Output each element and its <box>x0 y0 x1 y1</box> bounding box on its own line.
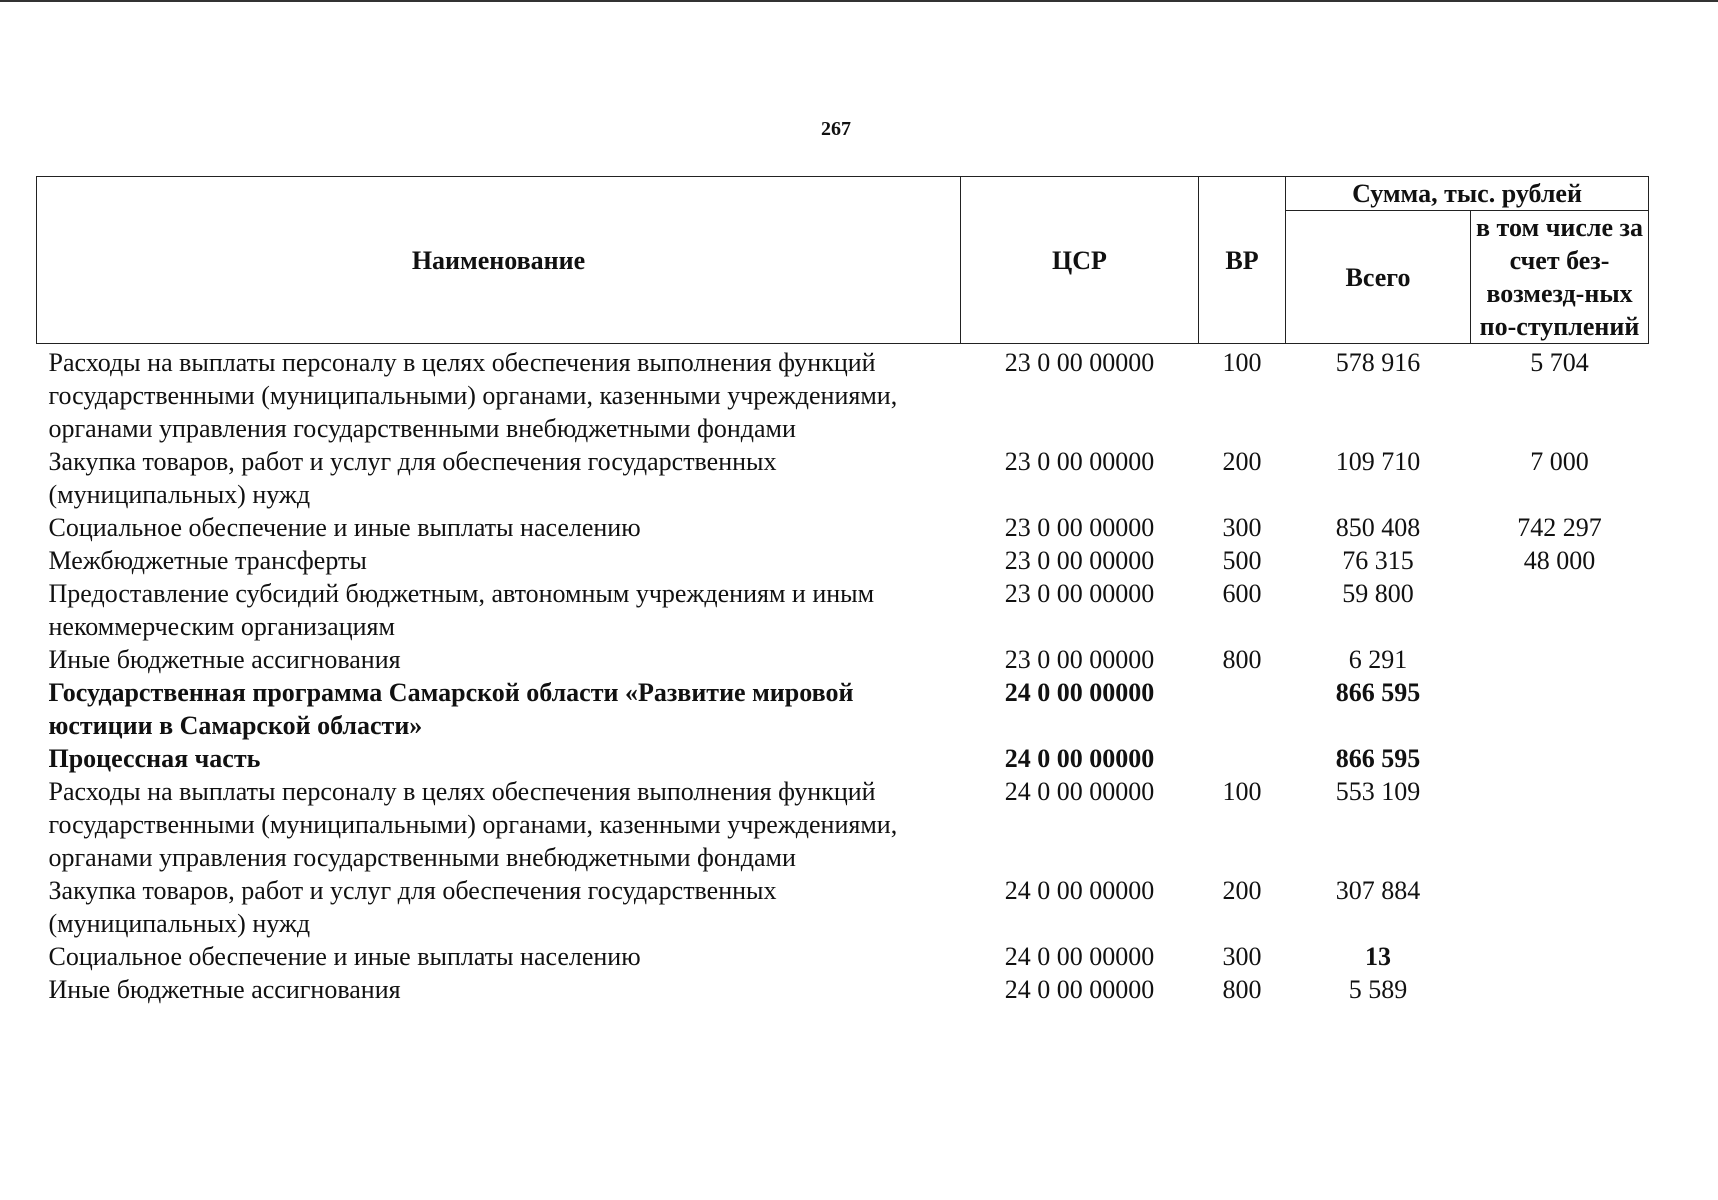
row-free <box>1471 874 1649 940</box>
row-csr: 23 0 00 00000 <box>1004 546 1155 575</box>
row-total: 76 315 <box>1342 546 1414 575</box>
row-vr: 200 <box>1222 447 1262 476</box>
row-vr: 600 <box>1222 579 1262 608</box>
row-total: 109 710 <box>1335 447 1421 476</box>
row-csr: 24 0 00 00000 <box>1004 678 1155 707</box>
page-number: 267 <box>821 118 851 140</box>
row-name: Иные бюджетные ассигнования <box>48 975 401 1004</box>
row-free <box>1471 577 1649 643</box>
row-free <box>1471 973 1649 1006</box>
row-name: Закупка товаров, работ и услуг для обеспечения государственных (муниципальных) нужд <box>48 447 777 509</box>
row-vr <box>1199 742 1286 775</box>
table-row <box>37 544 1649 577</box>
row-total: 866 595 <box>1335 678 1421 707</box>
row-total: 59 800 <box>1342 579 1414 608</box>
row-free <box>1471 676 1649 742</box>
row-csr: 24 0 00 00000 <box>1004 942 1155 971</box>
row-total: 307 884 <box>1335 876 1421 905</box>
row-vr: 300 <box>1222 513 1262 542</box>
row-free: 742 297 <box>1517 513 1602 542</box>
header-csr: ЦСР <box>961 177 1199 344</box>
table-row-program <box>37 676 1649 742</box>
top-rule <box>0 0 1718 2</box>
row-csr: 23 0 00 00000 <box>1004 447 1155 476</box>
table-row <box>37 775 1649 874</box>
header-vr: ВР <box>1199 177 1286 344</box>
row-name: Межбюджетные трансферты <box>48 546 367 575</box>
row-vr: 300 <box>1222 942 1262 971</box>
header-free: в том числе за счет без-возмезд-ных по-ступлений <box>1471 211 1649 344</box>
row-name: Предоставление субсидий бюджетным, автономным учреждениям и иным некоммерческим организациям <box>48 579 875 641</box>
row-total: 850 408 <box>1335 513 1421 542</box>
row-vr: 800 <box>1222 975 1262 1004</box>
header-sum: Сумма, тыс. рублей <box>1286 177 1649 211</box>
row-name: Закупка товаров, работ и услуг для обеспечения государственных (муниципальных) нужд <box>48 876 777 938</box>
table-row <box>37 973 1649 1006</box>
row-vr <box>1199 676 1286 742</box>
row-csr: 23 0 00 00000 <box>1004 645 1155 674</box>
row-name: Расходы на выплаты персоналу в целях обеспечения выполнения функций государственными (муниципальными) органами, казенными учреждениями, органами управления государственными внебюджетными фондами <box>48 348 898 443</box>
table-row <box>37 643 1649 676</box>
row-vr: 200 <box>1222 876 1262 905</box>
table-row <box>37 940 1649 973</box>
table-header <box>37 177 1649 344</box>
row-vr: 100 <box>1222 777 1262 806</box>
table-row <box>37 511 1649 544</box>
row-csr: 23 0 00 00000 <box>1004 348 1155 377</box>
row-csr: 24 0 00 00000 <box>1004 975 1155 1004</box>
row-name: Социальное обеспечение и иные выплаты населению <box>48 942 641 971</box>
row-name: Процессная часть <box>48 744 261 773</box>
row-free <box>1471 643 1649 676</box>
row-free: 7 000 <box>1530 447 1589 476</box>
header-total: Всего <box>1286 211 1471 344</box>
row-free: 48 000 <box>1523 546 1596 575</box>
row-free <box>1471 775 1649 874</box>
table-row <box>37 344 1649 446</box>
row-total: 866 595 <box>1335 744 1421 773</box>
table-row-section <box>37 742 1649 775</box>
row-total: 578 916 <box>1335 348 1421 377</box>
row-total: 13 <box>1365 942 1391 971</box>
row-csr: 23 0 00 00000 <box>1004 513 1155 542</box>
row-csr: 24 0 00 00000 <box>1004 744 1155 773</box>
row-free <box>1471 742 1649 775</box>
row-csr: 23 0 00 00000 <box>1004 579 1155 608</box>
row-free <box>1471 940 1649 973</box>
row-name: Государственная программа Самарской области «Развитие мировой юстиции в Самарской области» <box>48 678 854 740</box>
row-vr: 100 <box>1222 348 1262 377</box>
table-row <box>37 577 1649 643</box>
budget-table <box>36 176 1649 1006</box>
row-total: 5 589 <box>1348 975 1408 1004</box>
row-name: Расходы на выплаты персоналу в целях обеспечения выполнения функций государственными (муниципальными) органами, казенными учреждениями, органами управления государственными внебюджетными фондами <box>48 777 898 872</box>
row-name: Социальное обеспечение и иные выплаты населению <box>48 513 641 542</box>
row-free: 5 704 <box>1530 348 1589 377</box>
row-total: 6 291 <box>1348 645 1408 674</box>
row-vr: 500 <box>1222 546 1262 575</box>
row-csr: 24 0 00 00000 <box>1004 876 1155 905</box>
row-csr: 24 0 00 00000 <box>1004 777 1155 806</box>
table-row <box>37 874 1649 940</box>
row-vr: 800 <box>1222 645 1262 674</box>
table-row <box>37 445 1649 511</box>
header-name: Наименование <box>37 177 961 344</box>
table-body <box>37 344 1649 1007</box>
row-name: Иные бюджетные ассигнования <box>48 645 401 674</box>
row-total: 553 109 <box>1335 777 1421 806</box>
